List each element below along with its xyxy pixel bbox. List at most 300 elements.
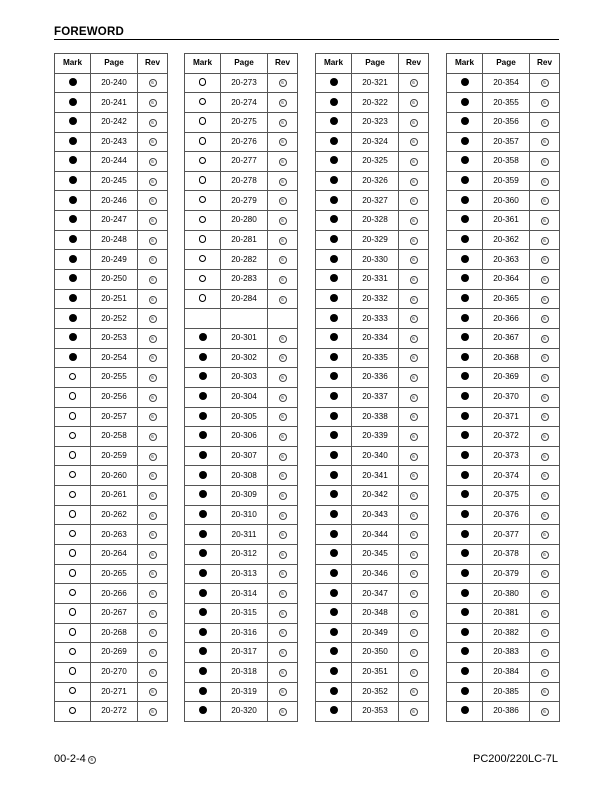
- page-cell: 20-315: [221, 603, 268, 623]
- filled-circle-icon: [461, 628, 469, 636]
- filled-circle-icon: [199, 647, 207, 655]
- table-row: [55, 486, 168, 506]
- mark-cell: [316, 270, 352, 290]
- filled-circle-icon: [330, 333, 338, 341]
- revision-icon: 6: [149, 610, 157, 618]
- rev-cell: [399, 603, 429, 623]
- table-row: [55, 387, 168, 407]
- open-circle-icon: [199, 137, 207, 145]
- rev-cell: [399, 289, 429, 309]
- page-cell: 20-334: [352, 328, 399, 348]
- table-row: [55, 368, 168, 388]
- table-row: [316, 152, 429, 172]
- revision-icon: 6: [149, 138, 157, 146]
- rev-cell: [530, 643, 560, 663]
- filled-circle-icon: [461, 78, 469, 86]
- revision-icon: 6: [410, 551, 418, 559]
- revision-icon: 6: [279, 158, 287, 166]
- table-row: [316, 328, 429, 348]
- mark-cell: [447, 427, 483, 447]
- mark-cell: [185, 682, 221, 702]
- rev-cell: [138, 662, 168, 682]
- revision-icon: 6: [149, 708, 157, 716]
- revision-icon: 6: [410, 119, 418, 127]
- filled-circle-icon: [330, 98, 338, 106]
- table-row: [55, 466, 168, 486]
- filled-circle-icon: [330, 530, 338, 538]
- open-circle-icon: [69, 412, 77, 420]
- page-cell: 20-363: [483, 250, 530, 270]
- mark-cell: [185, 230, 221, 250]
- table-row: [316, 505, 429, 525]
- revision-icon: 6: [541, 433, 549, 441]
- revision-icon: 6: [541, 669, 549, 677]
- revision-icon: 6: [541, 531, 549, 539]
- revision-icon: 6: [149, 669, 157, 677]
- page-cell: 20-384: [483, 662, 530, 682]
- revision-icon: 6: [410, 197, 418, 205]
- page-cell: 20-345: [352, 545, 399, 565]
- revision-icon: 6: [149, 512, 157, 520]
- table-row: [185, 446, 298, 466]
- mark-cell: [316, 505, 352, 525]
- page-cell: 20-330: [352, 250, 399, 270]
- rev-cell: [138, 623, 168, 643]
- revision-icon: 6: [279, 531, 287, 539]
- rev-cell: [138, 682, 168, 702]
- mark-cell: [316, 309, 352, 329]
- filled-circle-icon: [199, 392, 207, 400]
- table-row: [55, 603, 168, 623]
- filled-circle-icon: [461, 451, 469, 459]
- rev-cell: [399, 564, 429, 584]
- rev-cell: [530, 309, 560, 329]
- table-row: [316, 73, 429, 93]
- filled-circle-icon: [330, 628, 338, 636]
- revision-icon: 6: [410, 178, 418, 186]
- revision-icon: 6: [279, 217, 287, 225]
- revision-icon: 6: [279, 178, 287, 186]
- page-cell: 20-246: [91, 191, 138, 211]
- page-cell: 20-314: [221, 584, 268, 604]
- table-row: [55, 348, 168, 368]
- mark-cell: [185, 702, 221, 722]
- mark-cell: [55, 702, 91, 722]
- mark-cell: [447, 545, 483, 565]
- table-row: [55, 643, 168, 663]
- page-cell: 20-327: [352, 191, 399, 211]
- page-cell: 20-377: [483, 525, 530, 545]
- page-cell: 20-376: [483, 505, 530, 525]
- revision-icon: 6: [149, 315, 157, 323]
- revision-icon: 6: [541, 315, 549, 323]
- mark-cell: [185, 643, 221, 663]
- revision-icon: 6: [279, 237, 287, 245]
- page-cell: 20-309: [221, 486, 268, 506]
- revision-icon: 6: [149, 99, 157, 107]
- filled-circle-icon: [199, 510, 207, 518]
- page-cell: 20-365: [483, 289, 530, 309]
- mark-cell: [185, 505, 221, 525]
- table-row: [55, 73, 168, 93]
- revision-icon: 6: [410, 315, 418, 323]
- page-cell: 20-266: [91, 584, 138, 604]
- mark-cell: [316, 702, 352, 722]
- open-circle-icon: [199, 255, 207, 263]
- mark-cell: [55, 112, 91, 132]
- mark-cell: [55, 289, 91, 309]
- revision-icon: 6: [149, 335, 157, 343]
- page-cell: 20-336: [352, 368, 399, 388]
- revision-icon: 6: [541, 354, 549, 362]
- mark-cell: [55, 643, 91, 663]
- table-row: [55, 446, 168, 466]
- filled-circle-icon: [461, 196, 469, 204]
- rev-cell: [530, 152, 560, 172]
- page-cell: 20-370: [483, 387, 530, 407]
- revision-icon: 6: [279, 512, 287, 520]
- filled-circle-icon: [69, 176, 77, 184]
- rev-cell: [530, 387, 560, 407]
- table-row: [447, 73, 560, 93]
- page-cell: 20-361: [483, 211, 530, 231]
- table-row: [316, 564, 429, 584]
- mark-cell: [185, 171, 221, 191]
- revision-icon: 6: [410, 256, 418, 264]
- revision-icon: 6: [410, 394, 418, 402]
- filled-circle-icon: [461, 333, 469, 341]
- revision-icon: 6: [410, 138, 418, 146]
- table-row: [316, 171, 429, 191]
- filled-circle-icon: [461, 176, 469, 184]
- filled-circle-icon: [199, 589, 207, 597]
- page-cell: 20-383: [483, 643, 530, 663]
- mark-cell: [185, 623, 221, 643]
- page-cell: 20-379: [483, 564, 530, 584]
- mark-cell: [185, 328, 221, 348]
- rev-cell: [268, 603, 298, 623]
- mark-cell: [447, 230, 483, 250]
- page-cell: 20-358: [483, 152, 530, 172]
- filled-circle-icon: [330, 412, 338, 420]
- mark-cell: [185, 112, 221, 132]
- table-row: [185, 545, 298, 565]
- page-cell: 20-380: [483, 584, 530, 604]
- revision-icon: 6: [541, 276, 549, 284]
- mark-cell: [55, 545, 91, 565]
- mark-cell: [185, 211, 221, 231]
- page-cell: 20-339: [352, 427, 399, 447]
- rev-cell: [268, 73, 298, 93]
- table-row: [55, 505, 168, 525]
- filled-circle-icon: [461, 510, 469, 518]
- page-cell: 20-374: [483, 466, 530, 486]
- page-cell: 20-346: [352, 564, 399, 584]
- rev-cell: [530, 112, 560, 132]
- page-cell: 20-257: [91, 407, 138, 427]
- page-cell: 20-274: [221, 93, 268, 113]
- revision-icon: 6: [541, 374, 549, 382]
- mark-cell: [447, 643, 483, 663]
- mark-cell: [447, 73, 483, 93]
- table-row: [316, 643, 429, 663]
- table-row: [447, 702, 560, 722]
- revision-icon: 6: [410, 688, 418, 696]
- filled-circle-icon: [69, 255, 77, 263]
- mark-cell: [55, 603, 91, 623]
- page-cell: 20-316: [221, 623, 268, 643]
- column-header-mark: Mark: [185, 54, 221, 74]
- page-cell: [221, 309, 268, 329]
- page-cell: 20-262: [91, 505, 138, 525]
- table-row: [316, 112, 429, 132]
- filled-circle-icon: [330, 471, 338, 479]
- mark-cell: [185, 191, 221, 211]
- column-header-page: Page: [352, 54, 399, 74]
- table-row: [447, 112, 560, 132]
- page-cell: 20-275: [221, 112, 268, 132]
- filled-circle-icon: [330, 392, 338, 400]
- rev-cell: [530, 211, 560, 231]
- revision-icon: 6: [279, 472, 287, 480]
- table-row: [55, 171, 168, 191]
- rev-cell: [138, 505, 168, 525]
- filled-circle-icon: [69, 137, 77, 145]
- revision-icon: 6: [410, 629, 418, 637]
- filled-circle-icon: [461, 431, 469, 439]
- rev-cell: [138, 191, 168, 211]
- revision-icon: 6: [541, 570, 549, 578]
- revision-icon: 6: [149, 374, 157, 382]
- mark-cell: [447, 328, 483, 348]
- mark-cell: [55, 230, 91, 250]
- rev-cell: [399, 171, 429, 191]
- mark-cell: [447, 211, 483, 231]
- revision-icon: 6: [541, 551, 549, 559]
- open-circle-icon: [69, 687, 77, 695]
- rev-cell: [138, 230, 168, 250]
- page-cell: 20-340: [352, 446, 399, 466]
- open-circle-icon: [199, 157, 207, 165]
- open-circle-icon: [69, 392, 77, 400]
- revision-icon: 6: [279, 394, 287, 402]
- revision-icon: 6: [410, 610, 418, 618]
- mark-cell: [447, 132, 483, 152]
- filled-circle-icon: [330, 667, 338, 675]
- table-row: [185, 407, 298, 427]
- page-cell: 20-258: [91, 427, 138, 447]
- mark-cell: [316, 289, 352, 309]
- table-row: [185, 486, 298, 506]
- page-cell: 20-240: [91, 73, 138, 93]
- rev-cell: [399, 309, 429, 329]
- page-cell: 20-252: [91, 309, 138, 329]
- revision-icon: 6: [279, 551, 287, 559]
- filled-circle-icon: [330, 215, 338, 223]
- revision-icon: 6: [279, 453, 287, 461]
- table-row: [55, 191, 168, 211]
- table-row: [447, 171, 560, 191]
- mark-cell: [55, 171, 91, 191]
- revision-icon: 6: [410, 708, 418, 716]
- mark-cell: [447, 191, 483, 211]
- table-header-row: [447, 54, 560, 74]
- revision-icon: 6: [410, 217, 418, 225]
- revision-icon: 6: [149, 453, 157, 461]
- page-cell: 20-279: [221, 191, 268, 211]
- open-circle-icon: [69, 491, 77, 499]
- table-row: [316, 427, 429, 447]
- mark-cell: [55, 309, 91, 329]
- table-row: [447, 525, 560, 545]
- mark-cell: [185, 446, 221, 466]
- page-cell: 20-362: [483, 230, 530, 250]
- page-cell: 20-280: [221, 211, 268, 231]
- page-cell: 20-271: [91, 682, 138, 702]
- rev-cell: [268, 387, 298, 407]
- rev-cell: [138, 643, 168, 663]
- revision-icon: 6: [149, 394, 157, 402]
- mark-cell: [185, 525, 221, 545]
- table-row: [55, 250, 168, 270]
- filled-circle-icon: [330, 490, 338, 498]
- filled-circle-icon: [461, 274, 469, 282]
- page-cell: 20-322: [352, 93, 399, 113]
- mark-cell: [447, 466, 483, 486]
- rev-cell: [530, 230, 560, 250]
- page-cell: 20-333: [352, 309, 399, 329]
- page-list-table-2: [184, 53, 298, 722]
- open-circle-icon: [69, 530, 77, 538]
- page-cell: 20-241: [91, 93, 138, 113]
- rev-cell: [268, 250, 298, 270]
- revision-icon: 6: [149, 649, 157, 657]
- page-cell: 20-248: [91, 230, 138, 250]
- table-row: [55, 270, 168, 290]
- table-row: [55, 112, 168, 132]
- revision-icon: 6: [279, 433, 287, 441]
- revision-icon: 6: [541, 492, 549, 500]
- page-title: FOREWORD: [54, 26, 124, 38]
- rev-cell: [399, 682, 429, 702]
- mark-cell: [447, 387, 483, 407]
- rev-cell: [268, 525, 298, 545]
- table-row: [316, 446, 429, 466]
- page-cell: 20-378: [483, 545, 530, 565]
- page-cell: 20-259: [91, 446, 138, 466]
- revision-icon: 6: [541, 197, 549, 205]
- filled-circle-icon: [199, 687, 207, 695]
- page-cell: 20-331: [352, 270, 399, 290]
- table-row: [316, 289, 429, 309]
- table-row: [185, 230, 298, 250]
- page-cell: 20-350: [352, 643, 399, 663]
- rev-cell: [530, 545, 560, 565]
- filled-circle-icon: [330, 176, 338, 184]
- revision-icon: 6: [541, 472, 549, 480]
- page-cell: 20-385: [483, 682, 530, 702]
- rev-cell: [399, 152, 429, 172]
- open-circle-icon: [69, 373, 77, 381]
- table-row: [316, 603, 429, 623]
- mark-cell: [316, 191, 352, 211]
- revision-icon: 6: [149, 276, 157, 284]
- table-row: [55, 682, 168, 702]
- rev-cell: [138, 466, 168, 486]
- filled-circle-icon: [69, 156, 77, 164]
- filled-circle-icon: [461, 647, 469, 655]
- filled-circle-icon: [330, 274, 338, 282]
- rev-cell: [530, 505, 560, 525]
- filled-circle-icon: [461, 294, 469, 302]
- page-cell: 20-351: [352, 662, 399, 682]
- filled-circle-icon: [69, 235, 77, 243]
- table-row: [185, 427, 298, 447]
- mark-cell: [316, 603, 352, 623]
- rev-cell: [268, 270, 298, 290]
- filled-circle-icon: [461, 471, 469, 479]
- mark-cell: [185, 564, 221, 584]
- page-cell: 20-307: [221, 446, 268, 466]
- mark-cell: [185, 466, 221, 486]
- mark-cell: [55, 466, 91, 486]
- mark-cell: [185, 309, 221, 329]
- filled-circle-icon: [461, 706, 469, 714]
- column-header-page: Page: [91, 54, 138, 74]
- filled-circle-icon: [330, 156, 338, 164]
- revision-icon: 6: [149, 531, 157, 539]
- open-circle-icon: [69, 648, 77, 656]
- mark-cell: [316, 682, 352, 702]
- revision-icon: 6: [279, 256, 287, 264]
- rev-cell: [268, 623, 298, 643]
- column-header-rev: Rev: [268, 54, 298, 74]
- rev-cell: [138, 73, 168, 93]
- table-row: [185, 505, 298, 525]
- table-row: [316, 407, 429, 427]
- filled-circle-icon: [461, 589, 469, 597]
- revision-icon: 6: [541, 296, 549, 304]
- revision-icon: 6: [541, 688, 549, 696]
- rev-cell: [268, 505, 298, 525]
- rev-cell: [138, 270, 168, 290]
- rev-cell: [268, 289, 298, 309]
- rev-cell: [138, 152, 168, 172]
- page-cell: 20-356: [483, 112, 530, 132]
- table-row: [316, 348, 429, 368]
- page-cell: 20-325: [352, 152, 399, 172]
- rev-cell: [268, 446, 298, 466]
- table-row: [185, 525, 298, 545]
- revision-icon: 6: [149, 217, 157, 225]
- mark-cell: [55, 623, 91, 643]
- page-cell: 20-371: [483, 407, 530, 427]
- mark-cell: [447, 368, 483, 388]
- filled-circle-icon: [330, 549, 338, 557]
- revision-icon: 6: [541, 649, 549, 657]
- filled-circle-icon: [330, 294, 338, 302]
- rev-cell: [399, 545, 429, 565]
- revision-icon: 6: [279, 296, 287, 304]
- column-header-rev: Rev: [138, 54, 168, 74]
- rev-cell: [138, 93, 168, 113]
- page-cell: 20-312: [221, 545, 268, 565]
- filled-circle-icon: [461, 314, 469, 322]
- filled-circle-icon: [330, 431, 338, 439]
- column-header-mark: Mark: [55, 54, 91, 74]
- mark-cell: [55, 152, 91, 172]
- mark-cell: [447, 564, 483, 584]
